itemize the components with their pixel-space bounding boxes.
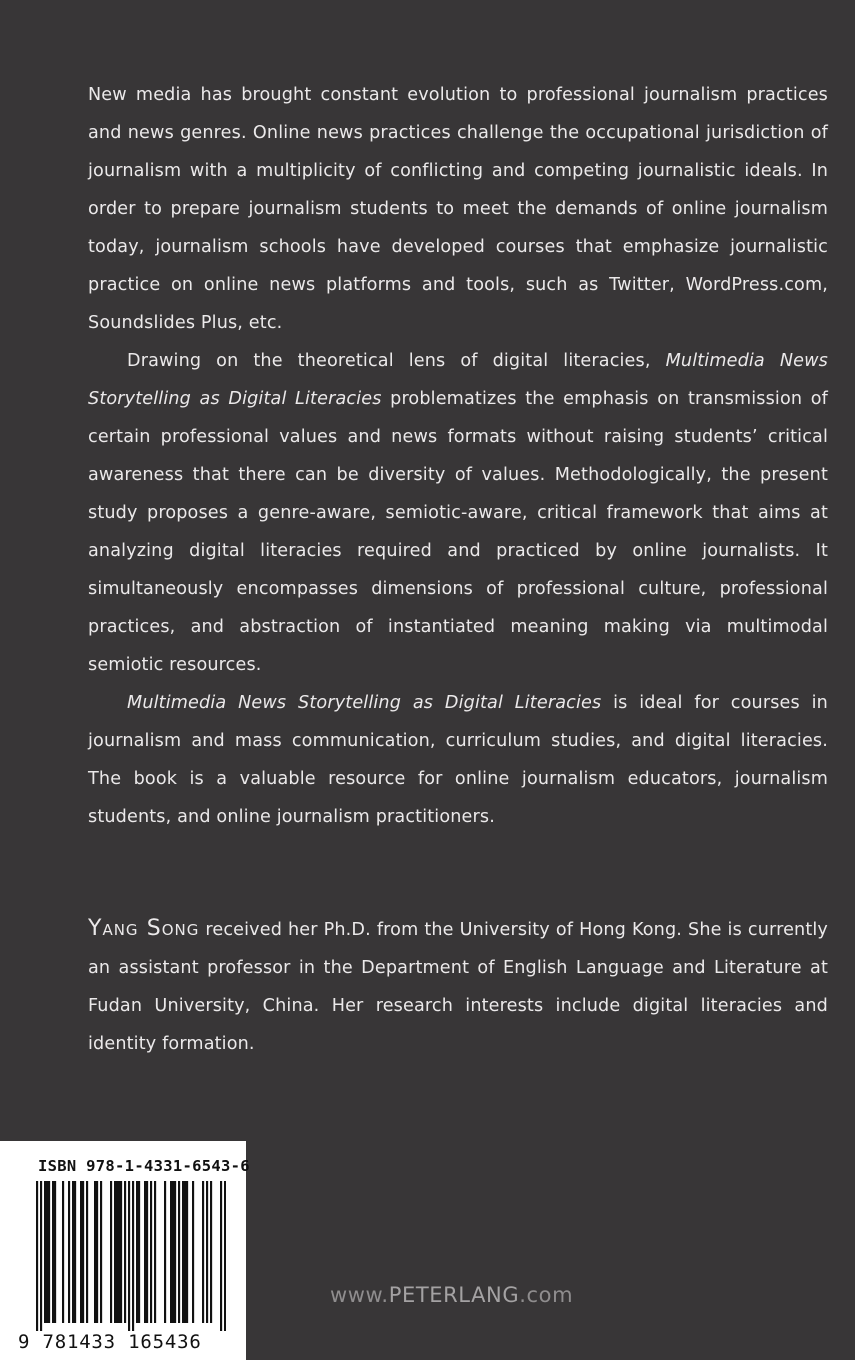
barcode-bar xyxy=(172,1181,174,1323)
paragraph-3-rest: is ideal for courses in journalism and mass communication, curriculum studies, and digital literacies. The book is a valuable resource for online journalism educators, journalism students, and online journalism practitioners. xyxy=(88,693,828,827)
barcode-bar xyxy=(94,1181,96,1323)
description-paragraph-3 xyxy=(88,684,828,836)
barcode-bar xyxy=(72,1181,74,1323)
barcode-bar xyxy=(44,1181,46,1323)
publisher-website[interactable] xyxy=(330,1283,573,1307)
barcode-bar xyxy=(118,1181,120,1323)
website-name: PETERLANG xyxy=(388,1283,520,1307)
barcode-bar xyxy=(206,1181,208,1323)
barcode-digits: 9 781433 165436 xyxy=(18,1331,202,1353)
book-description xyxy=(88,76,828,836)
barcode-bar xyxy=(128,1181,130,1331)
barcode-bar xyxy=(40,1181,42,1331)
barcode-bar xyxy=(132,1181,134,1331)
barcode-bar xyxy=(220,1181,222,1331)
isbn-label: ISBN 978-1-4331-6543-6 xyxy=(38,1157,250,1175)
barcode-bar xyxy=(86,1181,88,1323)
website-prefix: www. xyxy=(330,1283,389,1307)
barcode-bar xyxy=(144,1181,146,1323)
barcode-bar xyxy=(164,1181,166,1323)
barcode-bar xyxy=(80,1181,82,1323)
book-title-italic-2: Multimedia News Storytelling as Digital Literacies xyxy=(127,693,602,713)
barcode-bar xyxy=(124,1181,126,1323)
barcode-bar xyxy=(54,1181,56,1323)
barcode-bar xyxy=(52,1181,54,1323)
barcode-bar xyxy=(100,1181,102,1323)
barcode-bar xyxy=(110,1181,112,1323)
description-paragraph-1: New media has brought constant evolution to professional journalism practices and news genres. Online news practices challenge the occupational jurisdiction of journalism with a multiplicity of conflicting and competing journalistic ideals. In order to prepare journalism students to meet the demands of online journalism today, journalism schools have developed courses that emphasize journalistic practice on online news platforms and tools, such as Twitter, WordPress.com, Soundslides Plus, etc. xyxy=(88,85,828,333)
barcode-bar xyxy=(36,1181,38,1331)
author-bio-paragraph xyxy=(88,910,828,1063)
barcode-bar xyxy=(116,1181,118,1323)
barcode-bar xyxy=(210,1181,212,1323)
barcode-bar xyxy=(224,1181,226,1331)
author-bio xyxy=(88,910,828,1063)
book-title-italic: Multimedia News Storytelling as Digital Literacies xyxy=(88,351,828,409)
barcode-bar xyxy=(120,1181,122,1323)
barcode-bar xyxy=(46,1181,48,1323)
barcode-bar xyxy=(138,1181,140,1323)
barcode-bar xyxy=(68,1181,70,1323)
barcode-bar xyxy=(174,1181,176,1323)
barcode-bar xyxy=(74,1181,76,1323)
barcode-bar xyxy=(82,1181,84,1323)
isbn-barcode xyxy=(0,1141,250,1360)
website-suffix: .com xyxy=(519,1283,574,1307)
barcode-bar xyxy=(48,1181,50,1323)
description-paragraph-2 xyxy=(88,342,828,684)
paragraph-2-rest: problematizes the emphasis on transmission of certain professional values and news formats without raising students’ critical awareness that there can be diversity of values. Methodologically, the present study proposes a genre-aware, semiotic-aware, critical framework that aims at analyzing digital literacies required and practiced by online journalists. It simultaneously encompasses dimensions of professional culture, professional practices, and abstraction of instantiated meaning making via multimodal semiotic resources. xyxy=(88,389,829,675)
barcode-bar xyxy=(202,1181,204,1323)
barcode-bar xyxy=(182,1181,184,1323)
barcode-bar xyxy=(154,1181,156,1323)
barcode-bar xyxy=(136,1181,138,1323)
barcode-bar xyxy=(150,1181,152,1323)
barcode-bar xyxy=(62,1181,64,1323)
barcode-bar xyxy=(184,1181,186,1323)
paragraph-2-lead: Drawing on the theoretical lens of digital literacies, xyxy=(127,351,666,371)
barcode-bar xyxy=(192,1181,194,1323)
barcode-bar xyxy=(186,1181,188,1323)
barcode-bar xyxy=(178,1181,180,1323)
barcode-bar xyxy=(170,1181,172,1323)
barcode-bars xyxy=(36,1181,226,1331)
barcode-bar xyxy=(114,1181,116,1323)
author-name: Yang Song xyxy=(88,916,200,941)
barcode-bar xyxy=(146,1181,148,1323)
author-bio-text: received her Ph.D. from the University of Hong Kong. She is currently an assistant professor in the Department of English Language and Literature at Fudan University, China. Her research interests include digital literacies and identity formation. xyxy=(88,920,828,1054)
barcode-bar xyxy=(96,1181,98,1323)
